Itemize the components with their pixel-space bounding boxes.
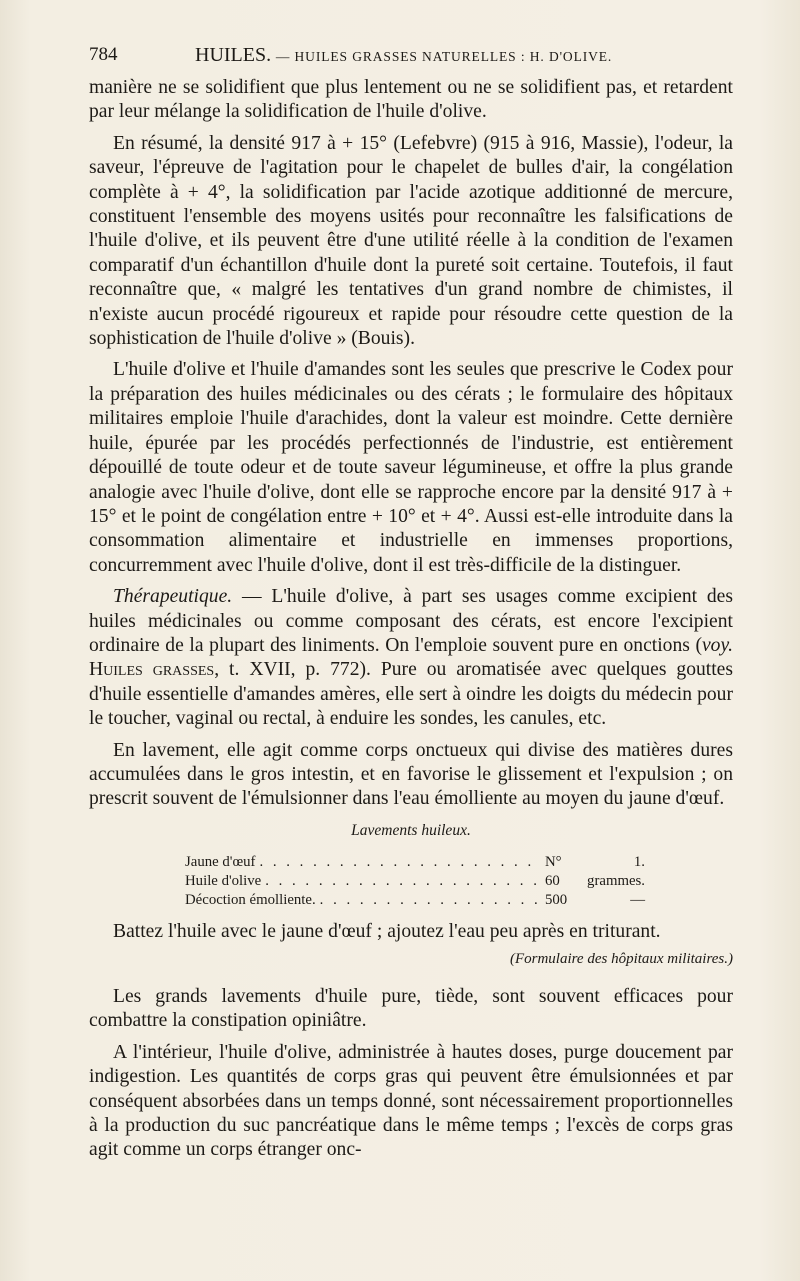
recipe-row (185, 853, 645, 872)
recipe-source: (Formulaire des hôpitaux militaires.) (509, 950, 733, 967)
paragraph-lavement: En lavement, elle agit comme corps onctueux qui divise des matières dures accumulées dans le gros intestin, et en favorise le glissement et l'expulsion ; on prescrit souvent de l'émulsionner dans l'eau émolliente au moyen du jaune d'œuf. (89, 739, 733, 810)
recipe-quantity: N° 1. (545, 854, 645, 871)
paragraph-continuation: manière ne se solidifient que plus lentement ou ne se solidifient pas, et retardent par leur mélange la solidification de l'huile d'olive. (89, 77, 733, 123)
recipe-ingredient: Huile d'olive (185, 873, 262, 890)
recipe-ingredient: Décoction émolliente. (185, 892, 316, 909)
paragraph-grands-lavements: Les grands lavements d'huile pure, tiède, sont souvent efficaces pour combattre la constipation opiniâtre. (89, 986, 733, 1032)
paragraph-codex: L'huile d'olive et l'huile d'amandes sont les seules que prescrive le Codex pour la préparation des huiles médicinales ou des cérats ; le formulaire des hôpitaux militaires emploie l'huile d'arachides, dont la valeur est moindre. Cette dernière huile, épurée par les procédés perfectionnés de l'industrie, est entièrement dépouillé de toute odeur et de toute saveur légumineuse, et offre la plus grande analogie avec l'huile d'olive, dont elle se rapproche encore par la densité 917 à + 15° et le point de congélation entre + 10° et + 4°. Aussi est-elle introduite dans la consommation alimentaire et industrielle en immenses proportions, concurremment avec l'huile d'olive, dont il est très-difficile de la distinguer. (89, 359, 733, 576)
recipe-list (185, 853, 645, 910)
leader-dots (259, 853, 541, 872)
leader-dots (265, 872, 541, 891)
therapeutique-text-a: — L'huile d'olive, à part ses usages comme excipient des huiles médicinales ou comme composant des cérats, est encore l'excipient ordinaire de la plupart des liniments. On l'emploie souvent pure en onctions ( (89, 586, 733, 656)
therapeutique-text-b: , t. XVII, p. 772). Pure ou aromatisée avec quelques gouttes d'huile essentielle d'amandes amères, elle sert à oindre les doigts du médecin pour le toucher, vaginal ou rectal, à enduire les sondes, les canules, etc. (89, 659, 733, 730)
running-header (89, 42, 730, 72)
header-subtitle: — HUILES GRASSES NATURELLES : H. D'OLIVE. (275, 49, 613, 64)
paragraph-interieur: A l'intérieur, l'huile d'olive, administrée à hautes doses, purge doucement par indigestion. Les quantités de corps gras qui peuvent être émulsionnées et par conséquent absorbées dans un temps donné, sont nécessairement proportionnelles à la production du suc pancréatique dans le même temps ; l'excès de corps gras agit comme un corps étranger onc- (89, 1041, 733, 1161)
therapeutique-heading: Thérapeutique. (113, 586, 233, 608)
running-title (195, 44, 612, 67)
recipe-quantity: 500 — (545, 892, 645, 909)
recipe-title: Lavements huileux. (351, 821, 471, 839)
paragraph-resume: En résumé, la densité 917 à + 15° (Lefebvre) (915 à 916, Massie), l'odeur, la saveur, l'épreuve de l'agitation pour le chapelet de bulles d'air, la congélation complète à + 4°, la solidification par l'acide azotique additionné de mercure, constituent l'ensemble des moyens usités pour reconnaître les falsifications de l'huile d'olive, et ils peuvent être d'une utilité réelle à la condition de l'examen comparatif d'un échantillon d'huile dont la pureté soit certaine. Toutefois, il faut reconnaître que, « malgré les tentatives d'un grand nombre de chimistes, il n'existe aucun procédé rigoureux et rapide pour résoudre cette question de la sophistication de l'huile d'olive » (Bouis). (89, 132, 733, 350)
page-body (89, 76, 733, 1170)
voy-reference: voy. (701, 634, 733, 656)
recipe-quantity: 60 grammes. (545, 873, 645, 890)
recipe-row (185, 891, 645, 910)
page-number: 784 (89, 44, 118, 65)
recipe-row (185, 872, 645, 891)
paragraph-therapeutique (89, 585, 733, 731)
cross-reference: Huiles grasses (89, 659, 215, 681)
leader-dots (320, 891, 541, 910)
paragraph-battez: Battez l'huile avec le jaune d'œuf ; ajoutez l'eau peu après en triturant. (113, 921, 661, 943)
recipe-ingredient: Jaune d'œuf (185, 854, 256, 871)
header-title: HUILES. (195, 44, 272, 66)
